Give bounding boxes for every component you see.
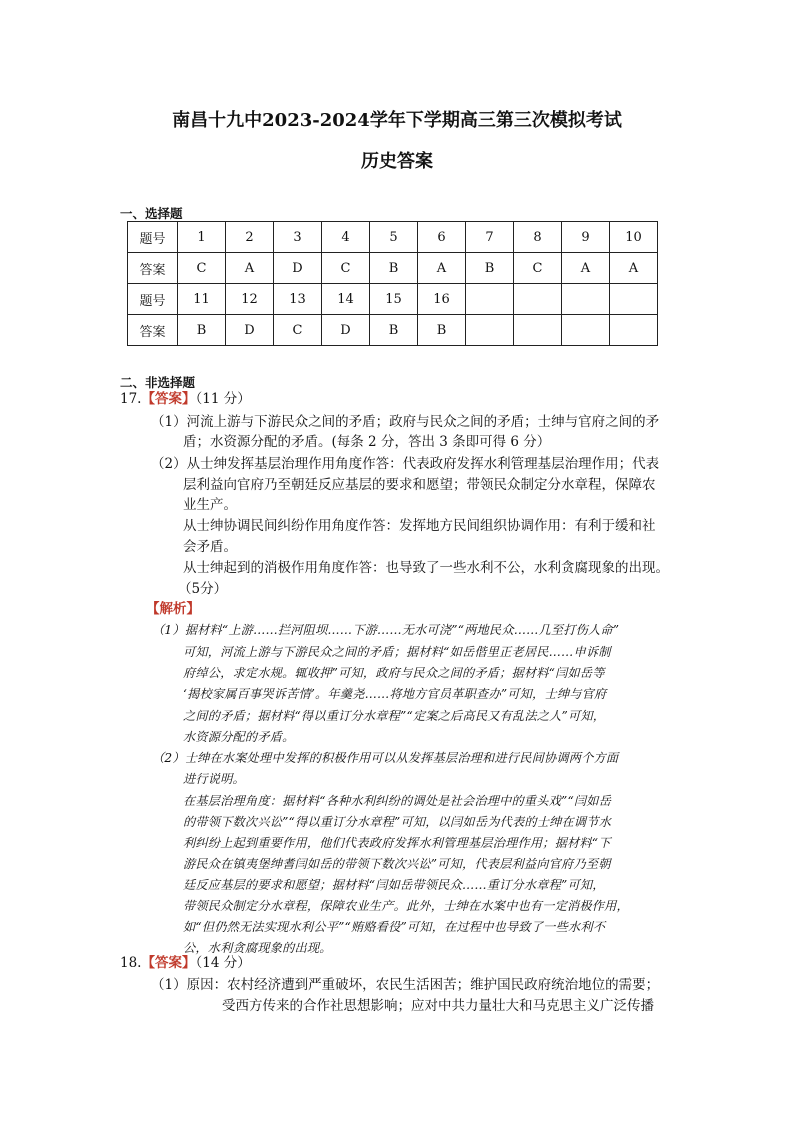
analysis-tag: 【解析】 (146, 601, 200, 617)
table-cell (610, 315, 658, 346)
table-cell: 12 (226, 284, 274, 315)
table-cell: 1 (178, 222, 226, 253)
table-cell (514, 315, 562, 346)
answer-line: 受西方传来的合作社思想影响；应对中共力量壮大和马克思主义广泛传播 (222, 998, 654, 1014)
row-label-answer: 答案 (128, 253, 178, 284)
row-label-question: 题号 (128, 284, 178, 315)
analysis-line: 公，水利贪腐现象的出现。 (183, 941, 332, 955)
analysis-line: 利纠纷上起到重要作用，他们代表政府发挥水利管理基层治理作用；据材料“下 (183, 836, 611, 850)
table-cell: C (178, 253, 226, 284)
analysis-line: ‘揭校家属百事哭诉苦情’。年羹尧……将地方官员革职查办”可知，士绅与官府 (183, 687, 607, 701)
table-cell: D (274, 253, 322, 284)
analysis-line: （2）士绅在水案处理中发挥的积极作用可以从发挥基层治理和进行民间协调两个方面 (152, 751, 619, 765)
table-cell: 14 (322, 284, 370, 315)
table-row (128, 284, 658, 315)
analysis-line: 之间的矛盾；据材料“得以重订分水章程”“定案之后高民又有乱法之人”可知， (183, 709, 606, 723)
table-cell: 4 (322, 222, 370, 253)
table-cell: C (514, 253, 562, 284)
table-cell (562, 315, 610, 346)
table-cell: D (322, 315, 370, 346)
analysis-line: 廷反应基层的要求和愿望；据材料“闫如岳带领民众……重订分水章程”可知， (183, 878, 605, 892)
table-cell: 10 (610, 222, 658, 253)
table-cell (514, 284, 562, 315)
answer-tag: 【答案】 (141, 955, 196, 971)
table-cell: 5 (370, 222, 418, 253)
table-cell (562, 284, 610, 315)
analysis-line: 带领民众制定分水章程，保障农业生产。此外，士绅在水案中也有一定消极作用， (183, 899, 629, 913)
table-cell: 9 (562, 222, 610, 253)
table-cell: 16 (418, 284, 466, 315)
table-cell: A (418, 253, 466, 284)
analysis-line: 进行说明。 (183, 772, 245, 786)
row-label-answer: 答案 (128, 315, 178, 346)
analysis-line: 水资源分配的矛盾。 (183, 730, 295, 744)
answer-line: 业生产。 (183, 497, 237, 513)
page-subtitle: 历史答案 (361, 151, 433, 172)
table-cell: B (370, 253, 418, 284)
answer-table (127, 221, 658, 346)
answer-line: 盾；水资源分配的矛盾。(每条 2 分，答出 3 条即可得 6 分） (183, 434, 551, 450)
answer-line: 层利益向官府乃至朝廷反应基层的要求和愿望；带领民众制定分水章程，保障农 (183, 477, 656, 493)
table-cell: B (466, 253, 514, 284)
row-label-question: 题号 (128, 222, 178, 253)
answer-line: （5分） (178, 581, 228, 597)
table-cell (610, 284, 658, 315)
analysis-line: 游民众在镇夷堡绅耆闫如岳的带领下数次兴讼”可知，代表层利益向官府乃至朝 (183, 857, 611, 871)
section-heading-choice: 一、选择题 (120, 206, 183, 221)
page-title: 南昌十九中2023-2024学年下学期高三第三次模拟考试 (172, 110, 622, 131)
q17-number: 17. (120, 391, 142, 407)
answer-line: 从士绅起到的消极作用角度作答：也导致了一些水利不公，水利贪腐现象的出现。 (183, 560, 669, 576)
answer-line: 从士绅协调民间纠纷作用角度作答：发挥地方民间组织协调作用：有利于缓和社 (183, 518, 656, 534)
table-cell: B (178, 315, 226, 346)
table-cell: 2 (226, 222, 274, 253)
table-cell (466, 284, 514, 315)
table-cell: 15 (370, 284, 418, 315)
answer-line: 会矛盾。 (183, 539, 237, 555)
table-cell: A (226, 253, 274, 284)
answer-line: （1）河流上游与下游民众之间的矛盾；政府与民众之间的矛盾；士绅与官府之间的矛 (151, 414, 660, 430)
table-row (128, 222, 658, 253)
answer-tag: 【答案】 (141, 391, 196, 407)
answer-line: （2）从士绅发挥基层治理作用角度作答：代表政府发挥水利管理基层治理作用；代表 (151, 456, 660, 472)
analysis-line: 府绰公，求定水规。辄收押”可知，政府与民众之间的矛盾；据材料“闫如岳等 (183, 666, 605, 680)
analysis-line: 可知，河流上游与下游民众之间的矛盾；据材料“如岳偕里正老居民……申诉制 (183, 645, 611, 659)
table-cell: 11 (178, 284, 226, 315)
table-cell: B (418, 315, 466, 346)
analysis-line: 的带领下数次兴讼”“得以重订分水章程”可知，以闫如岳为代表的士绅在调节水 (183, 815, 612, 829)
q17-header (120, 393, 251, 407)
table-row (128, 253, 658, 284)
table-cell: 13 (274, 284, 322, 315)
table-cell: D (226, 315, 274, 346)
q17-score: （11 分） (195, 391, 251, 407)
table-cell: A (562, 253, 610, 284)
table-cell: B (370, 315, 418, 346)
table-cell: C (274, 315, 322, 346)
table-cell: 3 (274, 222, 322, 253)
table-row (128, 315, 658, 346)
table-cell (466, 315, 514, 346)
table-cell: C (322, 253, 370, 284)
table-cell: 7 (466, 222, 514, 253)
table-cell: A (610, 253, 658, 284)
analysis-line: （1）据材料“上游……拦河阻坝……下游……无水可浇”“两地民众……几至打伤人命” (152, 623, 620, 637)
answer-line: （1）原因：农村经济遭到严重破坏，农民生活困苦；维护国民政府统治地位的需要； (151, 977, 660, 993)
table-cell: 8 (514, 222, 562, 253)
q18-score: （14 分） (195, 955, 251, 971)
q18-number: 18. (120, 955, 142, 971)
table-cell: 6 (418, 222, 466, 253)
section-heading-nonchoice: 二、非选择题 (120, 375, 196, 390)
analysis-line: 在基层治理角度：据材料“各种水利纠纷的调处是社会治理中的重头戏”“闫如岳 (183, 794, 612, 808)
analysis-line: 如“但仍然无法实现水利公平”“贿赂看役”可知，在过程中也导致了一些水利不 (183, 920, 606, 934)
q18-header (120, 957, 251, 971)
